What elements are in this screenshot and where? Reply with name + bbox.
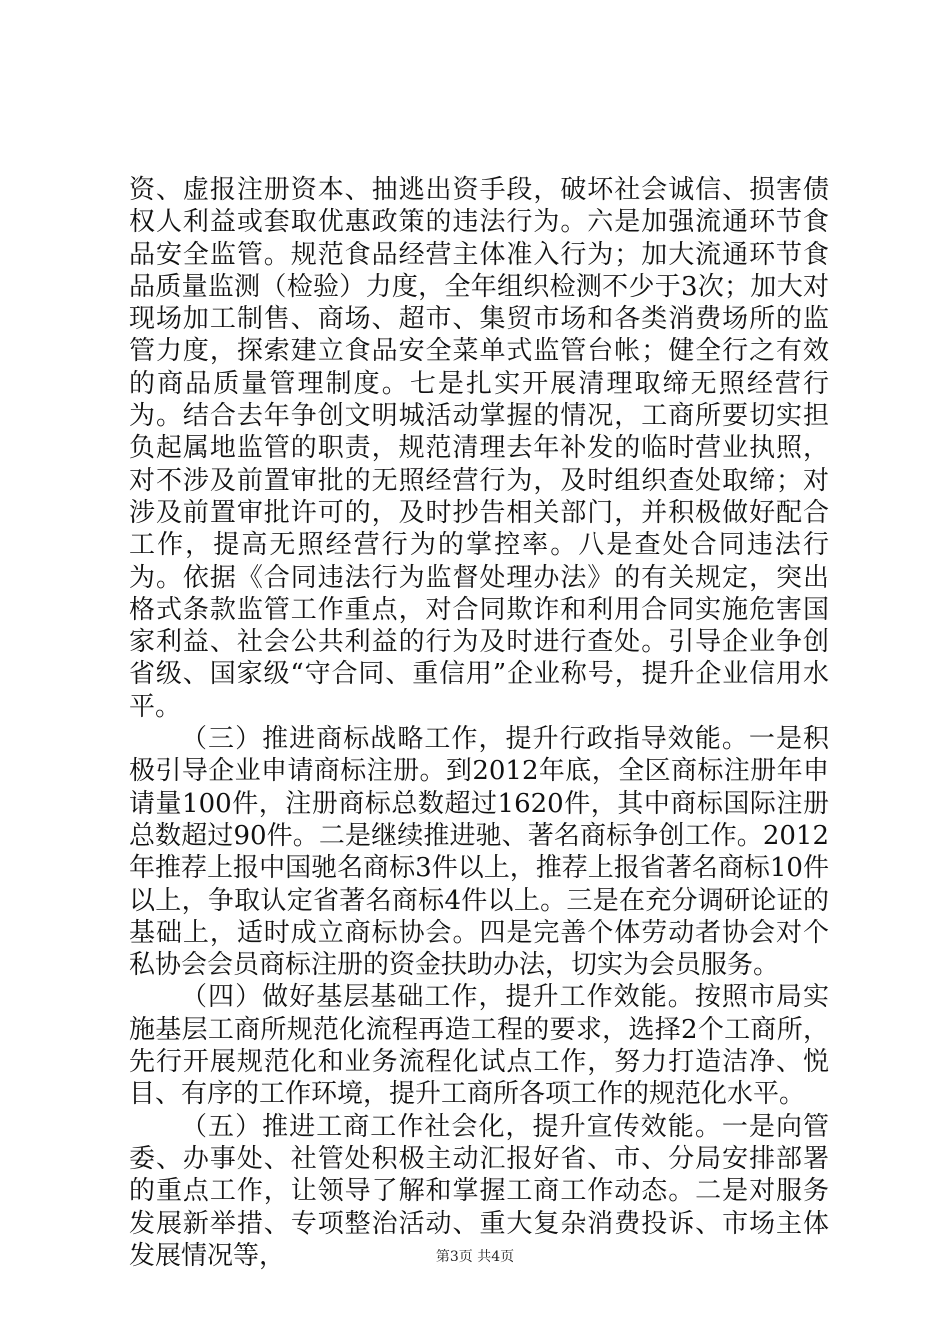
paragraph-trademark-strategy: （三）推进商标战略工作，提升行政指导效能。一是积极引导企业申请商标注册。到2012年底，全区商标注册年申请量100件，注册商标总数超过1620件，其中商标国际注册总数超过90件。二是继续推进驰、著名商标争创工作。2012年推荐上报中国驰名商标3件以上，推荐上报省著名商标10件以上，争取认定省著名商标4件以上。三是在充分调研论证的基础上，适时成立商标协会。四是完善个体劳动者协会对个私协会会员商标注册的资金扶助办法，切实为会员服务。 xyxy=(129,724,829,981)
paragraph-socialization: （五）推进工商工作社会化，提升宣传效能。一是向管委、办事处、社管处积极主动汇报好省、市、分局安排部署的重点工作，让领导了解和掌握工商工作动态。二是对服务发展新举措、专项整治活动、重大复杂消费投诉、市场主体发展情况等， xyxy=(129,1111,829,1271)
paragraph-grassroots-work: （四）做好基层基础工作，提升工作效能。按照市局实施基层工商所规范化流程再造工程的要求，选择2个工商所，先行开展规范化和业务流程化试点工作，努力打造洁净、悦目、有序的工作环境，提升工商所各项工作的规范化水平。 xyxy=(129,982,829,1110)
page-footer: 第3页 共4页 xyxy=(435,1249,515,1265)
document-body xyxy=(129,174,829,1272)
paragraph-continued: 资、虚报注册资本、抽逃出资手段，破坏社会诚信、损害债权人利益或套取优惠政策的违法行为。六是加强流通环节食品安全监管。规范食品经营主体准入行为；加大流通环节食品质量监测（检验）力度，全年组织检测不少于3次；加大对现场加工制售、商场、超市、集贸市场和各类消费场所的监管力度，探索建立食品安全菜单式监管台帐；健全行之有效的商品质量管理制度。七是扎实开展清理取缔无照经营行为。结合去年争创文明城活动掌握的情况，工商所要切实担负起属地监管的职责，规范清理去年补发的临时营业执照，对不涉及前置审批的无照经营行为，及时组织查处取缔；对涉及前置审批许可的，及时抄告相关部门，并积极做好配合工作，提高无照经营行为的掌控率。八是查处合同违法行为。依据《合同违法行为监督处理办法》的有关规定，突出格式条款监管工作重点，对合同欺诈和利用合同实施危害国家利益、社会公共利益的行为及时进行查处。引导企业争创省级、国家级“守合同、重信用”企业称号，提升企业信用水平。 xyxy=(129,175,829,722)
